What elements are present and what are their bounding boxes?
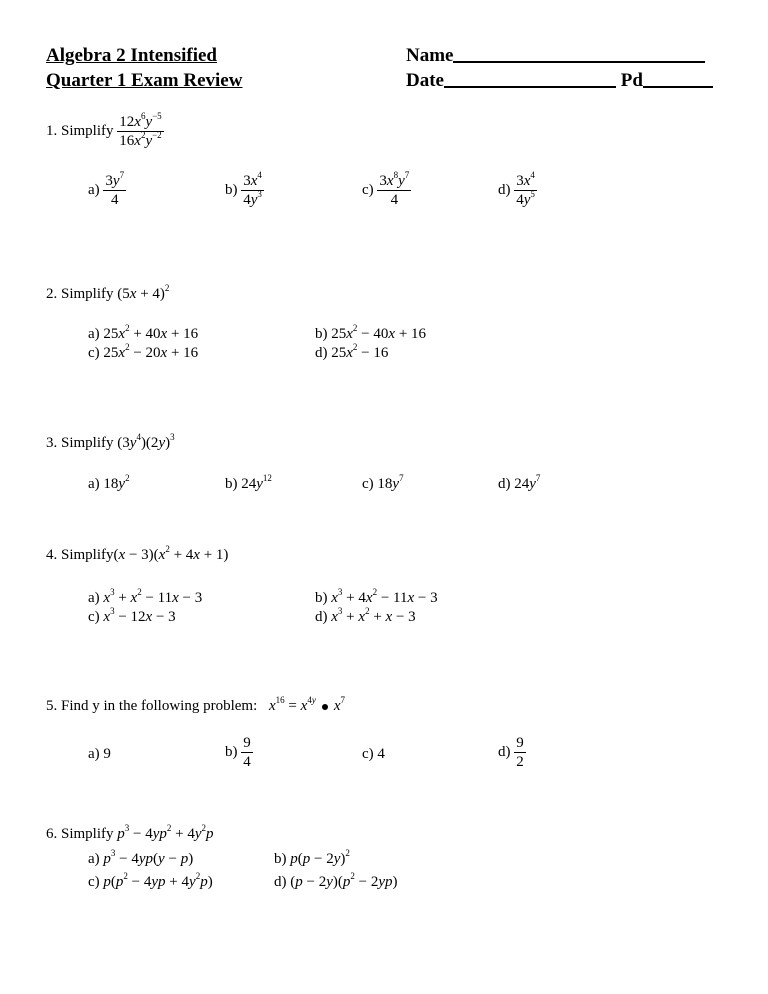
name-blank[interactable] bbox=[453, 45, 705, 63]
question-1 bbox=[46, 111, 164, 149]
date-label: Date bbox=[406, 70, 444, 91]
q4-option-b[interactable]: b) $x^3 + 4x^2 - 11x - 3$ bbox=[315, 587, 438, 606]
q2-option-b[interactable]: b) $25x^2 - 40x + 16$ bbox=[315, 323, 427, 342]
question-3: 3. Simplify $(3y^4)(2y)^3$ bbox=[46, 432, 175, 451]
q1-option-d[interactable]: d) $\frac{3x^4}{4y^5}$ bbox=[498, 170, 535, 208]
q6-option-d[interactable]: d) $(p - 2y)(p^2 - 2yp)$ bbox=[274, 871, 398, 890]
q1-label: 1. Simplify bbox=[46, 122, 114, 139]
question-4: 4. Simplify(x − $3)(x^2 + 4x + 1)$ bbox=[46, 544, 229, 563]
q5-option-a[interactable]: a) 9 bbox=[88, 746, 111, 762]
question-5: 5. Find y in the following problem: $x^{16} = x^{4y}$ $x^7$ bbox=[46, 695, 345, 714]
course-title: Algebra 2 Intensified bbox=[46, 45, 217, 66]
name-field[interactable] bbox=[406, 45, 705, 67]
q2-option-d[interactable]: d) $25x^2 - 16$ bbox=[315, 342, 389, 361]
q1-option-c[interactable]: c) $\frac{3x^8y^7}{4}$ bbox=[362, 170, 410, 208]
name-label: Name bbox=[406, 45, 454, 66]
q4-option-a[interactable]: a) $x^3 + x^2 - 11x - 3$ bbox=[88, 587, 203, 606]
q6-option-c[interactable]: c) $p(p^2 - 4yp + 4y^2p)$ bbox=[88, 871, 213, 890]
q1-option-a[interactable]: a) $\frac{3y^7}{4}$ bbox=[88, 170, 125, 208]
q1-option-b[interactable]: b) $\frac{3x^4}{4y^3}$ bbox=[225, 170, 262, 208]
q3-option-d[interactable]: d) $24y^7$ bbox=[498, 473, 541, 492]
q5-option-d[interactable]: d) $\frac{9}{2}$ bbox=[498, 735, 524, 770]
question-2: 2. Simplify $(5x + 4)^2$ bbox=[46, 283, 170, 302]
q1-expression: $\frac{12x^6y^{-5}}{16x^2y^{-2}}$ bbox=[119, 111, 162, 149]
q5-option-b[interactable]: b) $\frac{9}{4}$ bbox=[225, 735, 251, 770]
question-6: 6. Simplify $p^3 - 4yp^2 + 4y^2p$ bbox=[46, 823, 214, 842]
q6-option-b[interactable]: b) $p(p - 2y)^2$ bbox=[274, 848, 350, 867]
q2-option-c[interactable]: c) $25x^2 - 20x + 16$ bbox=[88, 342, 199, 361]
q4-option-c[interactable]: c) $x^3 - 12x - 3$ bbox=[88, 606, 176, 625]
q2-option-a[interactable]: a) $25x^2 + 40x + 16$ bbox=[88, 323, 199, 342]
pd-label: Pd bbox=[620, 70, 643, 91]
bullet-operator bbox=[322, 704, 328, 710]
q6-option-a[interactable]: a) $p^3 - 4yp(y - p)$ bbox=[88, 848, 194, 867]
date-field[interactable] bbox=[406, 70, 713, 92]
q4-option-d[interactable]: d) $x^3 + x^2 + x - 3$ bbox=[315, 606, 416, 625]
q3-option-a[interactable]: a) $18y^2$ bbox=[88, 473, 130, 492]
q3-option-c[interactable]: c) $18y^7$ bbox=[362, 473, 404, 492]
pd-blank[interactable] bbox=[643, 70, 713, 88]
q3-option-b[interactable]: b) $24y^{12}$ bbox=[225, 473, 272, 492]
date-blank[interactable] bbox=[444, 70, 616, 88]
q5-option-c[interactable]: c) 4 bbox=[362, 746, 385, 762]
exam-title: Quarter 1 Exam Review bbox=[46, 70, 243, 91]
